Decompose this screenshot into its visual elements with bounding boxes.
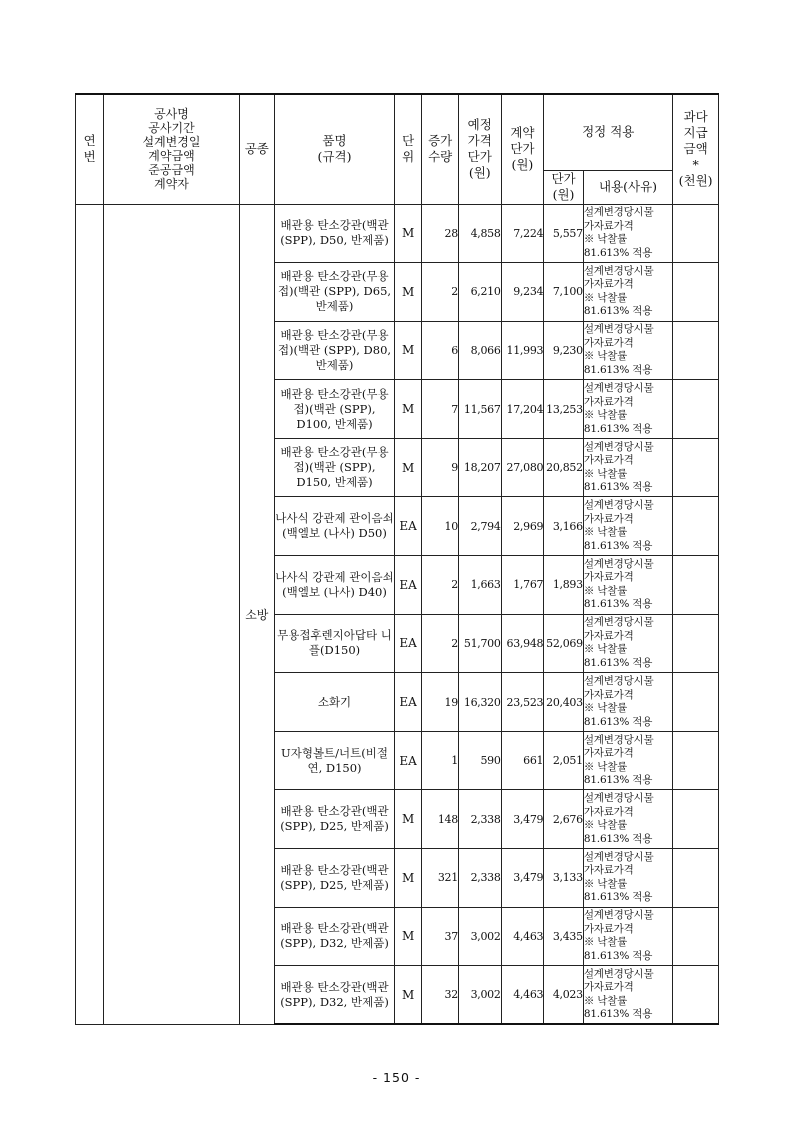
item-qty: 148 [422,790,459,849]
reason-line: 설계변경당시물 [583,557,654,570]
item-reason [583,321,672,380]
item-est-price: 3,002 [458,907,501,966]
item-unit: M [394,321,421,380]
item-name: 배관용 탄소강관(무용접)(백관 (SPP), D65, 반제품) [275,263,395,322]
item-qty: 28 [422,204,459,263]
item-name: 소화기 [275,673,395,732]
item-qty: 9 [422,438,459,497]
item-adjusted-price: 20,852 [544,438,584,497]
item-adjusted-price: 3,166 [544,497,584,556]
item-overpay [673,556,719,615]
item-adjusted-price: 5,557 [544,204,584,263]
price-adjustment-table [75,93,719,1025]
reason-line: ※ 낙찰률 [583,584,628,597]
reason-line: 가자료가격 [583,219,634,232]
item-adjusted-price: 3,133 [544,849,584,908]
reason-line: ※ 낙찰률 [583,467,628,480]
item-contract-price: 3,479 [501,849,544,908]
item-name: 배관용 탄소강관(백관 (SPP), D32, 반제품) [275,907,395,966]
item-reason [583,731,672,790]
reason-line: ※ 낙찰률 [583,233,628,246]
reason-line: 가자료가격 [583,336,634,349]
item-unit: M [394,790,421,849]
reason-line: 가자료가격 [583,688,634,701]
reason-line: ※ 낙찰률 [583,350,628,363]
item-est-price: 11,567 [458,380,501,439]
item-name: U자형볼트/너트(비절 연, D150) [275,731,395,790]
table-row [76,204,719,263]
item-est-price: 4,858 [458,204,501,263]
item-name: 무용접후렌지아답타 니플(D150) [275,614,395,673]
item-contract-price: 4,463 [501,966,544,1025]
reason-line: 설계변경당시물 [583,499,654,512]
row-no-cell [76,204,104,1024]
item-est-price: 6,210 [458,263,501,322]
item-contract-price: 661 [501,731,544,790]
item-unit: EA [394,614,421,673]
item-overpay [673,263,719,322]
item-name: 배관용 탄소강관(무용접)(백관 (SPP), D100, 반제품) [275,380,395,439]
item-overpay [673,849,719,908]
project-info-cell [104,204,239,1024]
item-unit: M [394,907,421,966]
reason-line: 가자료가격 [583,395,634,408]
header-overpay: 과다 지급 금액 * (천원) [673,94,719,204]
item-contract-price: 63,948 [501,614,544,673]
item-contract-price: 1,767 [501,556,544,615]
item-adjusted-price: 20,403 [544,673,584,732]
reason-line: 81.613% 적용 [583,656,653,669]
item-qty: 6 [422,321,459,380]
item-contract-price: 11,993 [501,321,544,380]
item-est-price: 3,002 [458,966,501,1025]
item-reason [583,790,672,849]
reason-line: ※ 낙찰률 [583,877,628,890]
item-overpay [673,204,719,263]
item-reason [583,556,672,615]
item-adjusted-price: 52,069 [544,614,584,673]
item-est-price: 16,320 [458,673,501,732]
item-unit: EA [394,673,421,732]
item-reason [583,263,672,322]
item-overpay [673,614,719,673]
reason-line: 설계변경당시물 [583,792,654,805]
item-est-price: 1,663 [458,556,501,615]
item-overpay [673,380,719,439]
item-unit: EA [394,556,421,615]
reason-line: 가자료가격 [583,747,634,760]
item-name: 나사식 강관제 관이음쇠(백엘보 (나사) D40) [275,556,395,615]
reason-line: 설계변경당시물 [583,323,654,336]
item-name: 배관용 탄소강관(백관 (SPP), D25, 반제품) [275,790,395,849]
reason-line: 가자료가격 [583,454,634,467]
reason-line: 81.613% 적용 [583,891,653,904]
item-reason [583,966,672,1025]
item-overpay [673,673,719,732]
reason-line: 81.613% 적용 [583,305,653,318]
reason-line: 설계변경당시물 [583,264,654,277]
item-unit: M [394,263,421,322]
item-est-price: 51,700 [458,614,501,673]
item-name: 배관용 탄소강관(백관 (SPP), D32, 반제품) [275,966,395,1025]
header-qty: 증가 수량 [422,94,459,204]
item-adjusted-price: 2,676 [544,790,584,849]
reason-line: 81.613% 적용 [583,598,653,611]
reason-line: 설계변경당시물 [583,850,654,863]
item-est-price: 2,338 [458,790,501,849]
item-contract-price: 2,969 [501,497,544,556]
item-adjusted-price: 9,230 [544,321,584,380]
item-adjusted-price: 4,023 [544,966,584,1025]
reason-line: 설계변경당시물 [583,206,654,219]
reason-line: 81.613% 적용 [583,774,653,787]
reason-line: ※ 낙찰률 [583,643,628,656]
table-header [76,94,719,204]
page-number: - 150 - [372,1070,421,1085]
reason-line: 가자료가격 [583,278,634,291]
reason-line: 가자료가격 [583,571,634,584]
reason-line: ※ 낙찰률 [583,994,628,1007]
reason-line: 81.613% 적용 [583,539,653,552]
trade-cell: 소방 [239,204,275,1024]
reason-line: 설계변경당시물 [583,616,654,629]
reason-line: 81.613% 적용 [583,481,653,494]
reason-line: ※ 낙찰률 [583,702,628,715]
item-reason [583,380,672,439]
item-qty: 2 [422,556,459,615]
reason-line: 가자료가격 [583,512,634,525]
item-unit: M [394,966,421,1025]
reason-line: 가자료가격 [583,629,634,642]
item-reason [583,497,672,556]
reason-line: ※ 낙찰률 [583,936,628,949]
reason-line: 가자료가격 [583,922,634,935]
item-reason [583,849,672,908]
item-overpay [673,790,719,849]
item-name: 나사식 강관제 관이음쇠(백엘보 (나사) D50) [275,497,395,556]
item-adjusted-price: 13,253 [544,380,584,439]
item-unit: M [394,380,421,439]
item-name: 배관용 탄소강관(백관 (SPP), D25, 반제품) [275,849,395,908]
item-contract-price: 27,080 [501,438,544,497]
item-est-price: 590 [458,731,501,790]
item-qty: 7 [422,380,459,439]
item-qty: 37 [422,907,459,966]
item-unit: EA [394,497,421,556]
header-adj-reason: 내용(사유) [583,170,672,204]
item-adjusted-price: 1,893 [544,556,584,615]
reason-line: 81.613% 적용 [583,422,653,435]
reason-line: 설계변경당시물 [583,909,654,922]
item-reason [583,614,672,673]
reason-line: 설계변경당시물 [583,675,654,688]
item-est-price: 8,066 [458,321,501,380]
item-reason [583,907,672,966]
item-overpay [673,438,719,497]
item-contract-price: 17,204 [501,380,544,439]
reason-line: ※ 낙찰률 [583,409,628,422]
item-reason [583,438,672,497]
item-qty: 32 [422,966,459,1025]
reason-line: 가자료가격 [583,805,634,818]
header-adj-price: 단가 (원) [544,170,584,204]
header-adjusted: 정정 적용 [544,94,673,170]
item-unit: EA [394,731,421,790]
item-qty: 1 [422,731,459,790]
item-name: 배관용 탄소강관(백관(SPP), D50, 반제품) [275,204,395,263]
table-body [76,204,719,1024]
reason-line: 81.613% 적용 [583,832,653,845]
item-contract-price: 23,523 [501,673,544,732]
reason-line: ※ 낙찰률 [583,760,628,773]
header-project: 공사명 공사기간 설계변경일 계약금액 준공금액 계약자 [104,94,239,204]
reason-line: 81.613% 적용 [583,1008,653,1021]
item-est-price: 2,794 [458,497,501,556]
reason-line: 설계변경당시물 [583,440,654,453]
reason-line: 81.613% 적용 [583,949,653,962]
item-contract-price: 4,463 [501,907,544,966]
item-qty: 19 [422,673,459,732]
item-name: 배관용 탄소강관(무용접)(백관 (SPP), D150, 반제품) [275,438,395,497]
reason-line: 설계변경당시물 [583,382,654,395]
reason-line: 81.613% 적용 [583,246,653,259]
item-qty: 321 [422,849,459,908]
header-unit: 단 위 [394,94,421,204]
item-reason [583,673,672,732]
item-qty: 2 [422,263,459,322]
item-overpay [673,966,719,1025]
reason-line: ※ 낙찰률 [583,291,628,304]
header-no: 연 번 [76,94,104,204]
reason-line: 설계변경당시물 [583,967,654,980]
item-overpay [673,497,719,556]
header-item: 품명 (규격) [275,94,395,204]
header-trade: 공종 [239,94,275,204]
item-est-price: 18,207 [458,438,501,497]
item-contract-price: 3,479 [501,790,544,849]
item-unit: M [394,438,421,497]
reason-line: 설계변경당시물 [583,733,654,746]
item-unit: M [394,204,421,263]
reason-line: 81.613% 적용 [583,715,653,728]
item-contract-price: 7,224 [501,204,544,263]
item-overpay [673,321,719,380]
reason-line: 81.613% 적용 [583,363,653,376]
item-reason [583,204,672,263]
item-adjusted-price: 3,435 [544,907,584,966]
item-contract-price: 9,234 [501,263,544,322]
item-qty: 10 [422,497,459,556]
item-est-price: 2,338 [458,849,501,908]
reason-line: 가자료가격 [583,864,634,877]
item-adjusted-price: 2,051 [544,731,584,790]
item-overpay [673,907,719,966]
header-contract-price: 계약 단가 (원) [501,94,544,204]
item-unit: M [394,849,421,908]
item-qty: 2 [422,614,459,673]
header-est-price: 예정 가격 단가 (원) [458,94,501,204]
item-name: 배관용 탄소강관(무용접)(백관 (SPP), D80, 반제품) [275,321,395,380]
item-adjusted-price: 7,100 [544,263,584,322]
reason-line: 가자료가격 [583,981,634,994]
item-overpay [673,731,719,790]
reason-line: ※ 낙찰률 [583,526,628,539]
reason-line: ※ 낙찰률 [583,819,628,832]
